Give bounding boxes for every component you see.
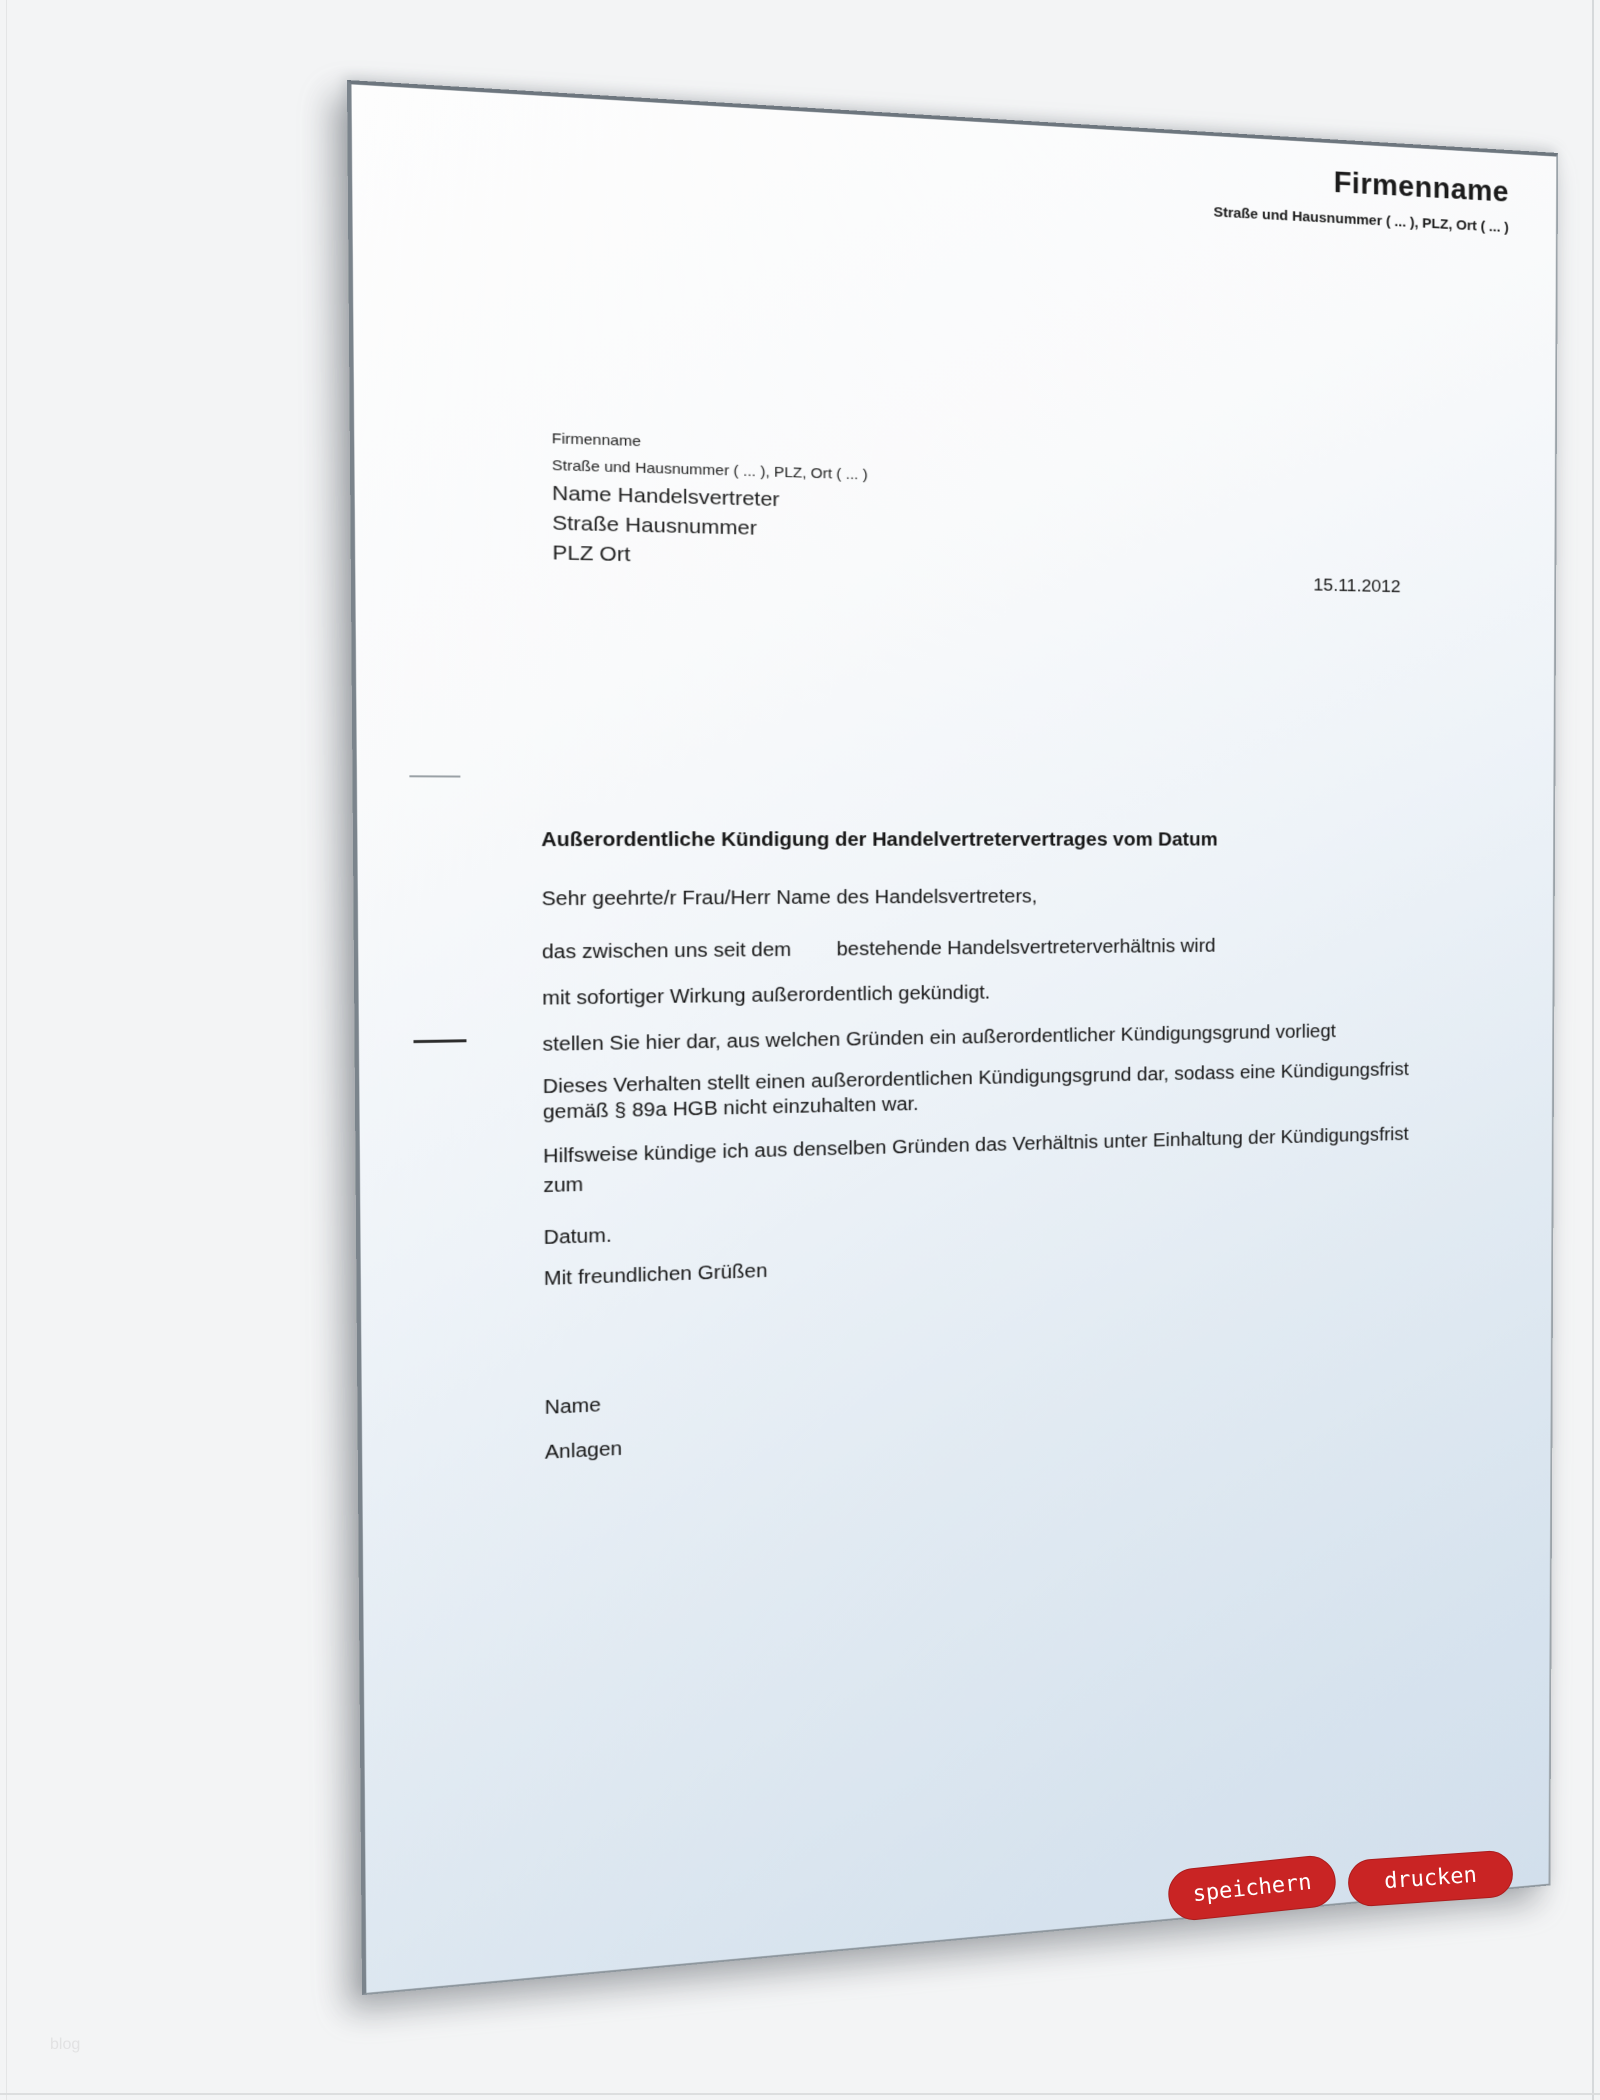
recipient-city: PLZ Ort <box>552 541 631 567</box>
watermark-text: blog <box>50 2036 81 2053</box>
paragraph-justification: Dieses Verhalten stellt einen außerordentlichen Kündigungsgrund dar, sodass eine Kündigungsfrist gemäß § 89a HGB nicht einzuhalten war. <box>542 1059 1409 1124</box>
paragraph-auxiliary-termination: Hilfsweise kündige ich aus denselben Gründen das Verhältnis unter Einhaltung der Kündigungsfrist zum <box>543 1124 1409 1197</box>
letter-page <box>347 80 1558 1995</box>
fold-mark-top <box>409 775 460 777</box>
letter-date: 15.11.2012 <box>1313 575 1401 597</box>
closing-line: Mit freundlichen Grüßen <box>543 1260 768 1290</box>
paragraph-effective-termination: mit sofortiger Wirkung außerordentlich gekündigt. <box>542 982 991 1010</box>
sender-line-company: Firmenname <box>551 430 642 451</box>
paragraph-reason-placeholder: stellen Sie hier dar, aus welchen Gründen ein außerordentlicher Kündigungsgrund vorliegt <box>542 1021 1336 1056</box>
greeting-line: Sehr geehrte/r Frau/Herr Name des Handelsvertreters, <box>541 886 1038 911</box>
recipient-name: Name Handelsvertreter <box>551 482 780 511</box>
save-button[interactable]: speichern <box>1166 1853 1339 1922</box>
letterhead <box>1213 159 1509 236</box>
letterhead-company-name: Firmenname <box>1333 165 1509 209</box>
paragraph-datum: Datum. <box>543 1225 612 1249</box>
recipient-address-block <box>552 425 868 575</box>
signature-name: Name <box>544 1394 601 1419</box>
letterhead-address: Straße und Hausnummer ( ... ), PLZ, Ort ( ... ) <box>1213 204 1509 236</box>
enclosures-line: Anlagen <box>544 1438 623 1464</box>
sender-line-address: Straße und Hausnummer ( ... ), PLZ, Ort ( ... ) <box>551 457 868 484</box>
print-button[interactable]: drucken <box>1347 1849 1515 1907</box>
paragraph-contract: das zwischen uns seit dem bestehende Handelsvertreterverhältnis wird <box>541 935 1216 964</box>
recipient-street: Straße Hausnummer <box>552 511 757 540</box>
fold-mark-bottom <box>413 1039 466 1043</box>
subject-line: Außerordentliche Kündigung der Handelvertretervertrages vom Datum <box>541 829 1218 851</box>
